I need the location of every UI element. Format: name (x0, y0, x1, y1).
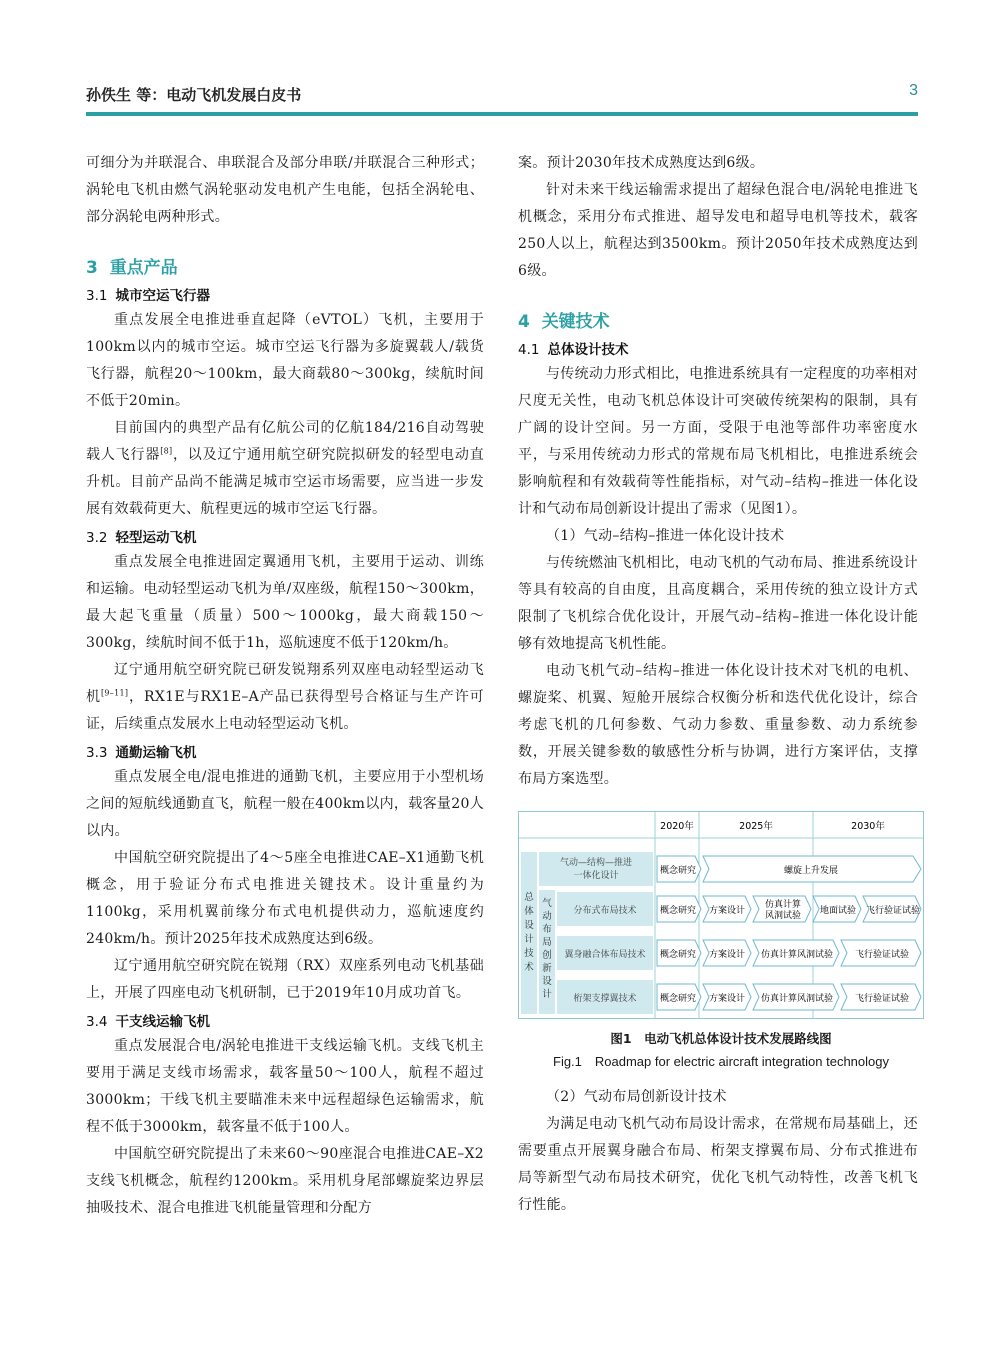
paragraph: 重点发展混合电/涡轮电推进干支线运输飞机。支线飞机主要用于满足支线市场需求，载客量50～100人，航程不超过3000km；干线飞机主要瞄准未来中远程超绿色运输需求，航程不低于3000km，载客量不低于100人。 (86, 1038, 484, 1135)
stage-label: 仿真计算 (764, 900, 802, 910)
citation: [8] (160, 446, 173, 456)
paragraph: 电动飞机气动–结构–推进一体化设计技术对飞机的电机、螺旋桨、机翼、短舱开展综合权衡分析和迭代优化设计，综合考虑飞机的几何参数、气动力参数、重量参数、动力系统参数，开展关键参数的敏感性分析与协调，进行方案评估，支撑布局方案选型。 (518, 663, 918, 787)
side-label-char: 计 (542, 989, 552, 1000)
subsection-number: 3.1 (86, 288, 108, 304)
subsection-number: 3.4 (86, 1014, 108, 1030)
side-label-char: 布 (542, 924, 552, 935)
paragraph: 可细分为并联混合、串联混合及部分串联/并联混合三种形式；涡轮电飞机由燃气涡轮驱动发电机产生电能，包括全涡轮电、部分涡轮电两种形式。 (86, 155, 484, 225)
stage-label: 风洞试验 (764, 911, 802, 921)
stage-label: 仿真计算风洞试验 (760, 950, 834, 960)
stage-label: 方案设计 (708, 994, 746, 1004)
figure-caption-cn: 图1 电动飞机总体设计技术发展路线图 (610, 1031, 832, 1046)
side-label-char: 气 (542, 898, 552, 909)
header-rule (86, 112, 918, 116)
citation: [9–11] (101, 688, 129, 698)
side-label-char: 计 (524, 934, 534, 945)
subsection-number: 3.2 (86, 530, 108, 546)
running-header (86, 84, 918, 104)
section-title: 关键技术 (541, 312, 610, 332)
text-run: ，RX1E与RX1E–A产品已获得型号合格证与生产许可证，后续重点发展水上电动轻型运动飞机。 (86, 689, 484, 732)
running-title: 孙佚生 等：电动飞机发展白皮书 (86, 86, 302, 104)
item-heading: （2）气动布局创新设计技术 (546, 1089, 727, 1105)
stage-label: 方案设计 (708, 950, 746, 960)
side-label-char: 设 (542, 976, 552, 987)
side-label-char: 总 (524, 892, 534, 903)
subsection-heading (86, 1011, 484, 1033)
side-label-char: 设 (524, 920, 534, 931)
paragraph: 中国航空研究院提出了未来60～90座混合电推进CAE–X2支线飞机概念，航程约1200km。采用机身尾部螺旋桨边界层抽吸技术、混合电推进飞机能量管理和分配方 (86, 1146, 484, 1216)
stage-label: 飞行验证试验 (854, 950, 910, 960)
paragraph: 重点发展全电/混电推进的通勤飞机，主要应用于小型机场之间的短航线通勤直飞，航程一般在400km以内，载客量20人以内。 (86, 769, 484, 839)
text-run: ，以及辽宁通用航空研究院拟研发的轻型电动直升机。目前产品尚不能满足城市空运市场需要，应当进一步发展有效载荷更大、航程更远的城市空运飞行器。 (86, 447, 484, 517)
year-label: 2030年 (851, 821, 885, 832)
paragraph: 重点发展全电推进固定翼通用飞机，主要用于运动、训练和运输。电动轻型运动飞机为单/双座级，航程150～300km，最大起飞重量（质量）500～1000kg，最大商载150～300kg，续航时间不低于1h，巡航速度不低于120km/h。 (86, 554, 484, 651)
paragraph: 案。预计2030年技术成熟度达到6级。 (518, 155, 765, 171)
subsection-heading (86, 285, 484, 307)
stage-label: 仿真计算风洞试验 (760, 994, 834, 1004)
text-run: 目前国内的典型产品有亿航公司的亿航184/216自动驾驶载人飞行器 (86, 420, 484, 463)
subsection-heading (86, 527, 484, 549)
side-label-char: 体 (524, 906, 534, 917)
paragraph (86, 657, 484, 738)
paragraph: 辽宁通用航空研究院在锐翔（RX）双座系列电动飞机基础上，开展了四座电动飞机研制，已于2019年10月成功首飞。 (86, 958, 484, 1001)
page-number: 3 (909, 82, 918, 99)
item-heading: （1）气动–结构–推进一体化设计技术 (546, 528, 785, 544)
section-number: 4 (518, 312, 530, 332)
side-label-char: 创 (542, 950, 552, 961)
stage-label: 飞行验证试验 (865, 906, 921, 916)
paragraph: 为满足电动飞机气动布局设计需求，在常规布局基础上，还需要重点开展翼身融合布局、桁架支撑翼布局、分布式推进布局等新型气动布局技术研究，优化飞机气动特性，改善飞机飞行性能。 (518, 1116, 918, 1213)
subsection-title: 城市空运飞行器 (115, 288, 210, 304)
row-label: 分布式布局技术 (573, 906, 637, 916)
section-title: 重点产品 (109, 258, 178, 278)
text-run: 辽宁通用航空研究院已研发锐翔系列双座电动轻型运动飞机 (86, 662, 484, 705)
section-heading (86, 255, 484, 281)
paragraph (86, 415, 484, 523)
subsection-title: 轻型运动飞机 (115, 530, 197, 546)
year-label: 2020年 (660, 821, 694, 832)
subsection-heading (86, 742, 484, 764)
figure-caption-en: Fig.1 Roadmap for electric aircraft integration technology (553, 1054, 889, 1069)
stage-label: 方案设计 (708, 906, 746, 916)
roadmap-diagram (518, 811, 924, 1019)
subsection-title: 总体设计技术 (547, 342, 629, 358)
row-label: 翼身融合体布局技术 (564, 950, 646, 960)
side-label-char: 局 (542, 937, 552, 948)
left-column (86, 150, 484, 1222)
stage-label: 飞行验证试验 (854, 994, 910, 1004)
side-label-char: 动 (542, 911, 552, 922)
side-label-char: 术 (524, 962, 534, 973)
roadmap-svg (519, 812, 923, 1018)
stage-label: 地面试验 (819, 906, 857, 916)
row-label: 气动—结构—推进 (559, 858, 633, 868)
paragraph: 针对未来干线运输需求提出了超绿色混合电/涡轮电推进飞机概念，采用分布式推进、超导发电和超导电机等技术，载客250人以上，航程达到3500km。预计2050年技术成熟度达到6级。 (518, 182, 918, 279)
section-heading (518, 309, 918, 335)
side-label-char: 新 (542, 963, 552, 974)
side-label-char: 技 (524, 948, 534, 959)
paragraph: 重点发展全电推进垂直起降（eVTOL）飞机，主要用于100km以内的城市空运。城市空运飞行器为多旋翼载人/载货飞行器，航程20～100km，最大商载80～300kg，续航时间不低于20min。 (86, 312, 484, 409)
subsection-heading (518, 339, 918, 361)
figure-1 (518, 811, 924, 1070)
subsection-number: 3.3 (86, 745, 108, 761)
year-label: 2025年 (739, 821, 773, 832)
stage-label: 概念研究 (659, 950, 697, 960)
section-number: 3 (86, 258, 98, 278)
stage-label: 概念研究 (659, 866, 697, 876)
subsection-title: 干支线运输飞机 (115, 1014, 210, 1030)
stage-label: 概念研究 (659, 994, 697, 1004)
paragraph: 中国航空研究院提出了4～5座全电推进CAE–X1通勤飞机概念，用于验证分布式电推进关键技术。设计重量约为1100kg，采用机翼前缘分布式电机提供动力，巡航速度约240km/h。预计2025年技术成熟度达到6级。 (86, 850, 484, 947)
right-column (518, 150, 921, 1219)
subsection-number: 4.1 (518, 342, 540, 358)
row-label: 桁架支撑翼技术 (573, 994, 637, 1004)
side-label-outer-box (521, 852, 537, 1014)
paragraph: 与传统燃油飞机相比，电动飞机的气动布局、推进系统设计等具有较高的自由度，且高度耦合，采用传统的独立设计方式限制了飞机综合优化设计，开展气动–结构–推进一体化设计能够有效地提高飞机性能。 (518, 555, 918, 652)
paragraph: 与传统动力形式相比，电推进系统具有一定程度的功率相对尺度无关性，电动飞机总体设计可突破传统架构的限制，具有广阔的设计空间。另一方面，受限于电池等部件功率密度水平，与采用传统动力形式的常规布局飞机相比，电推进系统会影响航程和有效载荷等性能指标，对气动–结构–推进一体化设计和气动布局创新设计提出了需求（见图1）。 (518, 366, 918, 517)
stage-label: 螺旋上升发展 (783, 866, 839, 876)
stage-label: 概念研究 (659, 906, 697, 916)
subsection-title: 通勤运输飞机 (115, 745, 197, 761)
row-label: 一体化设计 (573, 871, 619, 881)
